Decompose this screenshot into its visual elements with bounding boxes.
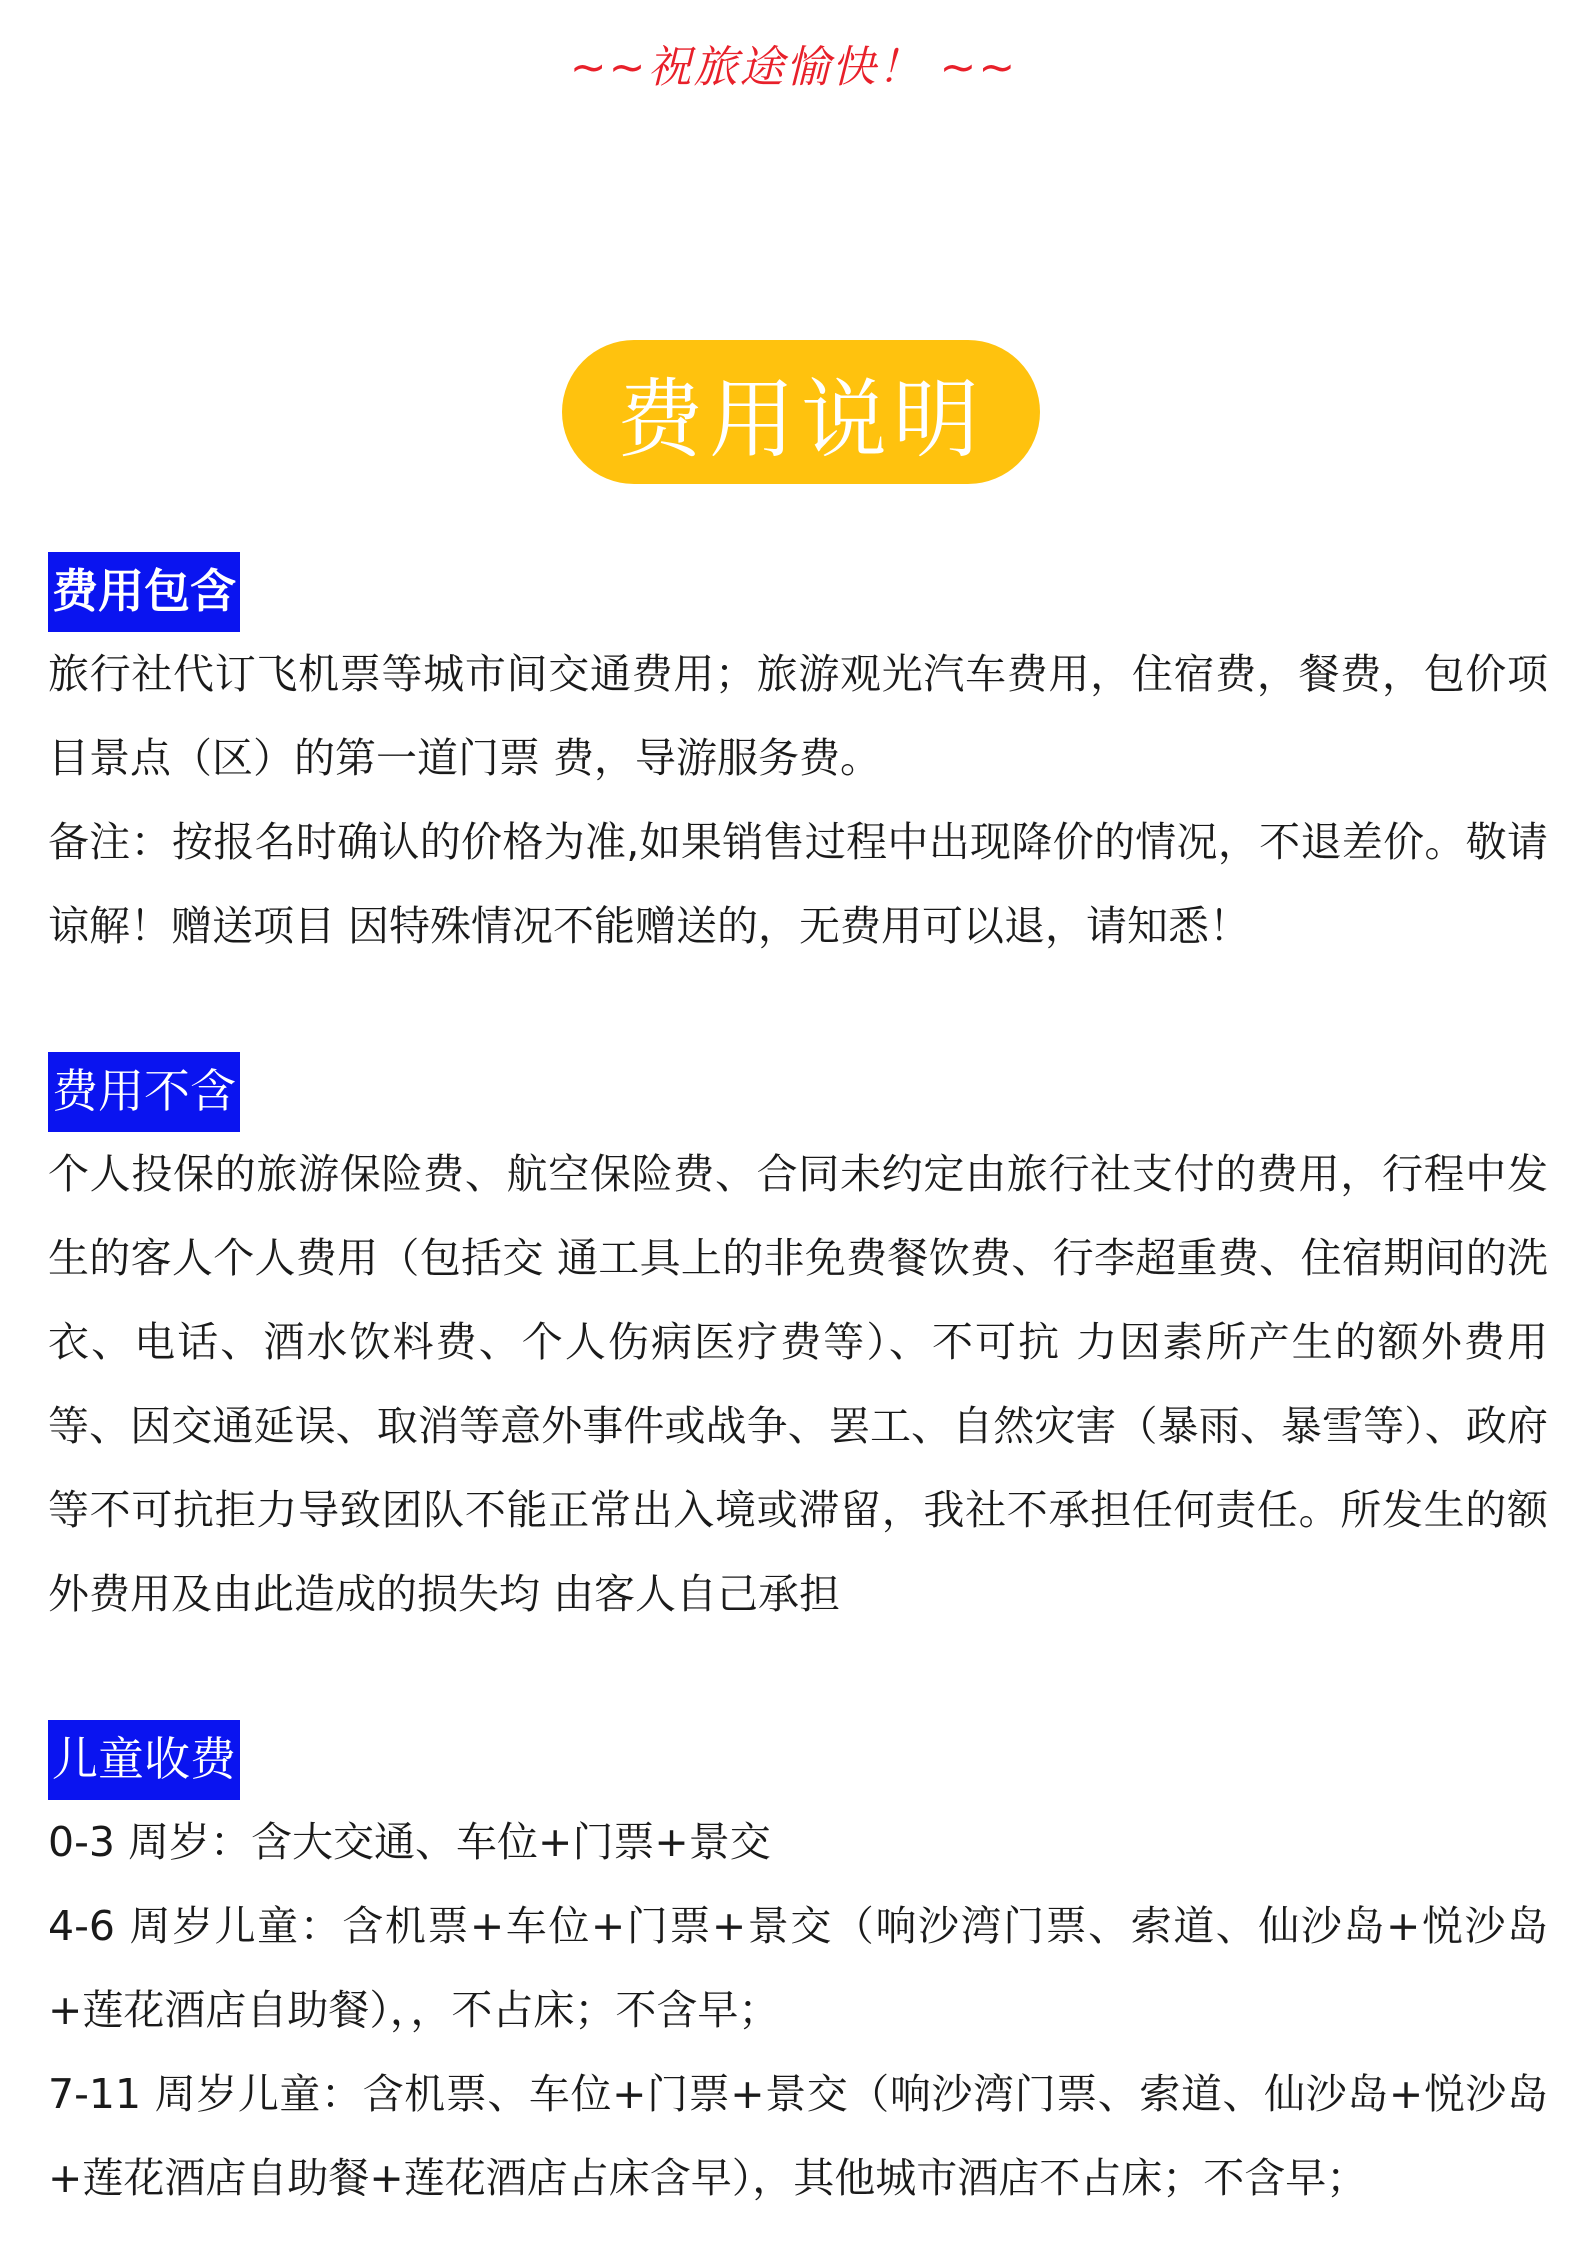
paragraph: 个人投保的旅游保险费、航空保险费、合同未约定由旅行社支付的费用，行程中发生的客人个人费用（包括交 通工具上的非免费餐饮费、行李超重费、住宿期间的洗衣、电话、酒水饮料费、个人伤病医疗费等）、不可抗 力因素所产生的额外费用等、因交通延误、取消等意外事件或战争、罢工、自然灾害（暴雨、暴雪等）、政府 等不可抗拒力导致团队不能正常出入境或滞留，我社不承担任何责任。所发生的额外费用及由此造成的损失均 由客人自己承担: [48, 1150, 1548, 1618]
greeting-text: ~~祝旅途愉快！ ~~: [569, 42, 1018, 93]
section-label-child-fee: 儿童收费: [48, 1720, 240, 1800]
section-label-fee-excluded: 费用不含: [48, 1052, 240, 1132]
section-spacer: [48, 968, 1548, 1052]
section-spacer: [48, 1636, 1548, 1720]
section-fee-included: [48, 552, 1548, 968]
section-child-fee: [48, 1720, 1548, 2220]
paragraph: 7-11 周岁儿童：含机票、车位+门票+景交（响沙湾门票、索道、仙沙岛+悦沙岛+莲花酒店自助餐+莲花酒店占床含早），其他城市酒店不占床；不含早；: [48, 2070, 1548, 2202]
paragraph: 旅行社代订飞机票等城市间交通费用；旅游观光汽车费用，住宿费，餐费，包价项目景点（区）的第一道门票 费，导游服务费。: [48, 650, 1548, 782]
section-fee-excluded: [48, 1052, 1548, 1636]
content-body: [48, 552, 1548, 2220]
section-label-fee-included: 费用包含: [48, 552, 240, 632]
paragraph: 备注：按报名时确认的价格为准,如果销售过程中出现降价的情况，不退差价。敬请谅解！赠送项目 因特殊情况不能赠送的，无费用可以退，请知悉！: [48, 818, 1548, 950]
paragraph: 0-3 周岁：含大交通、车位+门票+景交: [48, 1818, 771, 1866]
page-title: 费用说明: [562, 340, 1040, 484]
paragraph: 4-6 周岁儿童：含机票+车位+门票+景交（响沙湾门票、索道、仙沙岛+悦沙岛+莲花酒店自助餐），，不占床；不含早；: [48, 1902, 1548, 2034]
